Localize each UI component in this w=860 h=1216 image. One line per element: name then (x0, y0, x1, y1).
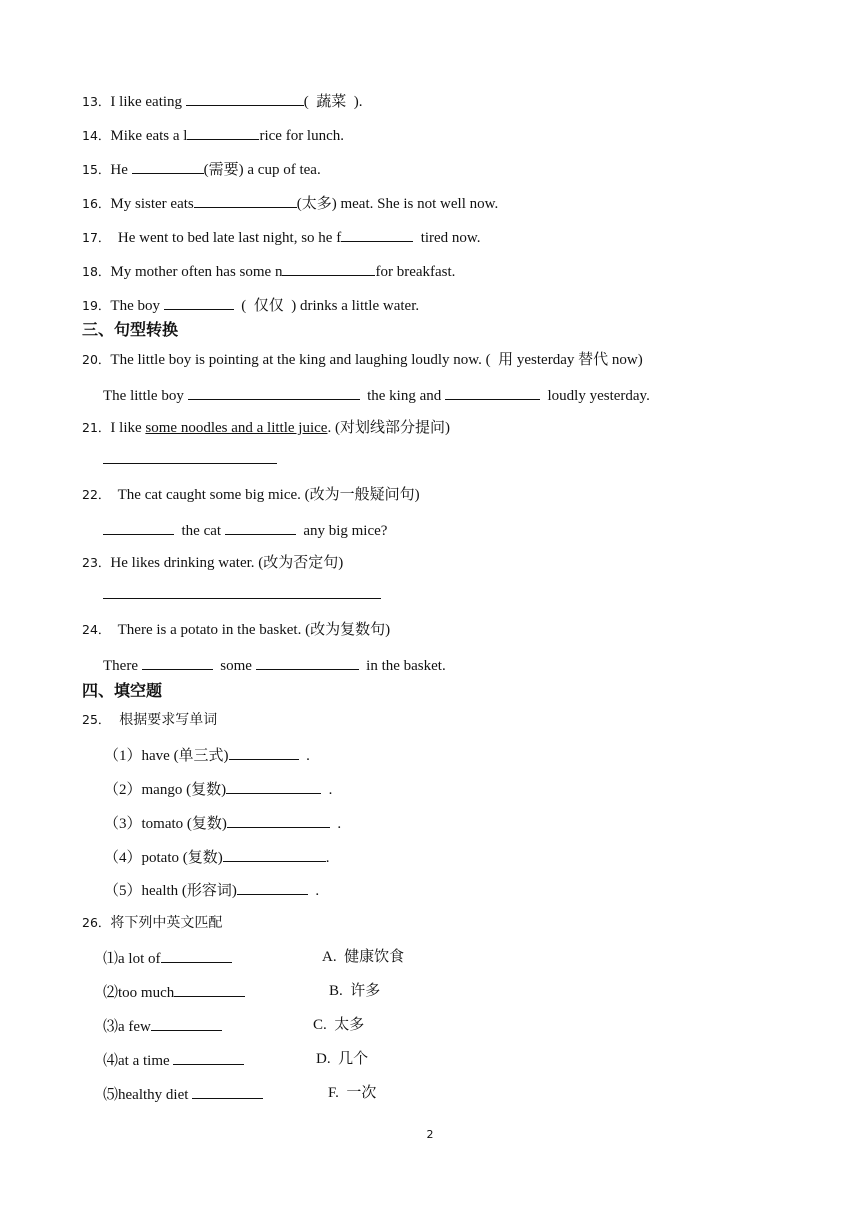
question-number: 17． (82, 230, 111, 245)
answer-line-22 (103, 520, 387, 540)
underlined-phrase: some noodles and a little juice (145, 420, 328, 436)
question-number: 26． (82, 915, 111, 930)
answer-blank[interactable] (132, 159, 204, 174)
answer-blank[interactable] (445, 385, 540, 400)
answer-text: any big mice? (295, 523, 388, 539)
match-term: ⑷at a time (103, 1053, 174, 1069)
answer-blank[interactable] (194, 193, 297, 208)
question-18 (82, 261, 455, 281)
answer-text: loudly yesterday. (539, 388, 650, 404)
question-text: for breakfast. (375, 264, 456, 280)
question-text: The little boy is pointing at the king and laughing loudly now. ( 用 yesterday 替代 now) (110, 352, 643, 368)
item-label: （1）have (单三式) (104, 748, 229, 764)
match-option: C. 太多 (313, 1017, 365, 1033)
answer-blank[interactable] (227, 813, 330, 828)
question-21 (82, 419, 450, 437)
answer-text: the cat (174, 523, 225, 539)
question-text: (太多) meat. She is not well now. (296, 196, 499, 212)
question-text: ( 仅仅 ) drinks a little water. (233, 298, 420, 314)
question-number: 25． (82, 712, 111, 727)
answer-blank[interactable] (142, 655, 213, 670)
question-text: My sister eats (110, 196, 194, 212)
question-text: He (110, 162, 132, 178)
question-text: The boy (110, 298, 164, 314)
question-number: 14． (82, 128, 111, 143)
question-number: 20． (82, 352, 111, 367)
answer-line-23 (103, 584, 381, 604)
match-option: A. 健康饮食 (322, 949, 405, 965)
question-16 (82, 193, 498, 213)
answer-blank[interactable] (341, 227, 413, 242)
item-label: （5）health (形容词) (104, 883, 237, 899)
item-end: . (307, 883, 320, 899)
answer-blank[interactable] (173, 1050, 244, 1065)
item-label: （3）tomato (复数) (104, 816, 227, 832)
question-17 (82, 227, 481, 247)
answer-line-24 (103, 655, 446, 675)
answer-blank[interactable] (103, 449, 277, 464)
item-end: . (298, 748, 310, 764)
q25-item (104, 880, 319, 900)
question-text: He went to bed late last night, so he f (110, 230, 342, 246)
question-number: 21． (82, 420, 111, 435)
answer-line-21 (103, 449, 277, 469)
question-19 (82, 295, 419, 315)
answer-blank[interactable] (229, 745, 299, 760)
answer-blank[interactable] (225, 520, 296, 535)
question-text: He likes drinking water. (改为否定句) (110, 555, 344, 571)
section-heading: 三、句型转换 (82, 320, 179, 339)
answer-blank[interactable] (226, 779, 321, 794)
question-number: 15． (82, 162, 111, 177)
item-end: . (329, 816, 342, 832)
question-text: I like eating (110, 94, 186, 110)
q25-item (104, 813, 341, 833)
match-left-item (103, 948, 232, 968)
question-26 (82, 914, 222, 932)
answer-blank[interactable] (151, 1016, 222, 1031)
question-number: 24． (82, 622, 111, 637)
q25-item (104, 779, 332, 799)
match-left-item (103, 1050, 244, 1070)
answer-text: the king and (359, 388, 445, 404)
match-left-item (103, 982, 245, 1002)
question-number: 23． (82, 555, 111, 570)
question-text: ( 蔬菜 ). (303, 94, 363, 110)
match-term: ⑵too much (103, 985, 175, 1001)
match-option: D. 几个 (316, 1051, 369, 1067)
answer-text: some (212, 658, 256, 674)
answer-line-20 (103, 385, 650, 405)
answer-blank[interactable] (103, 520, 174, 535)
question-24 (82, 621, 390, 639)
question-text: . (对划线部分提问) (327, 420, 450, 436)
question-text: 将下列中英文匹配 (110, 915, 223, 931)
question-22 (82, 486, 420, 504)
q25-item (104, 847, 329, 867)
answer-blank[interactable] (187, 125, 259, 140)
question-text: My mother often has some n (110, 264, 283, 280)
question-13 (82, 91, 363, 111)
question-number: 16． (82, 196, 111, 211)
question-15 (82, 159, 321, 179)
question-number: 22． (82, 487, 111, 502)
match-left-item (103, 1016, 222, 1036)
answer-text: The little boy (103, 388, 188, 404)
answer-blank[interactable] (192, 1084, 263, 1099)
question-number: 19． (82, 298, 111, 313)
answer-blank[interactable] (174, 982, 245, 997)
question-14 (82, 125, 344, 145)
question-20 (82, 351, 643, 369)
question-text: 根据要求写单词 (110, 712, 218, 728)
page-number: 2 (426, 1128, 434, 1141)
question-25 (82, 711, 217, 729)
question-text: tired now. (413, 230, 481, 246)
question-text: I like (110, 420, 146, 436)
question-23 (82, 554, 343, 572)
answer-blank[interactable] (237, 880, 308, 895)
question-text: The cat caught some big mice. (改为一般疑问句) (110, 487, 420, 503)
item-end: . (325, 850, 330, 866)
section-heading: 四、填空题 (82, 681, 163, 700)
item-label: （2）mango (复数) (104, 782, 227, 798)
answer-blank[interactable] (161, 948, 232, 963)
answer-blank[interactable] (164, 295, 234, 310)
answer-blank[interactable] (223, 847, 326, 862)
match-term: ⑶a few (103, 1019, 151, 1035)
answer-blank[interactable] (188, 385, 360, 400)
question-text: There is a potato in the basket. (改为复数句) (110, 622, 391, 638)
question-number: 18． (82, 264, 111, 279)
match-term: ⑸healthy diet (103, 1087, 193, 1103)
answer-blank[interactable] (186, 91, 304, 106)
answer-text: There (103, 658, 142, 674)
question-number: 13． (82, 94, 111, 109)
match-option: F. 一次 (328, 1085, 377, 1101)
match-term: ⑴a lot of (103, 951, 161, 967)
match-option: B. 许多 (329, 983, 381, 999)
answer-blank[interactable] (256, 655, 359, 670)
item-label: （4）potato (复数) (104, 850, 223, 866)
match-left-item (103, 1084, 263, 1104)
question-text: rice for lunch. (259, 128, 345, 144)
q25-item (104, 745, 310, 765)
question-text: (需要) a cup of tea. (203, 162, 321, 178)
question-text: Mike eats a l (110, 128, 188, 144)
item-end: . (321, 782, 333, 798)
answer-blank[interactable] (103, 584, 381, 599)
answer-text: in the basket. (358, 658, 446, 674)
answer-blank[interactable] (282, 261, 375, 276)
